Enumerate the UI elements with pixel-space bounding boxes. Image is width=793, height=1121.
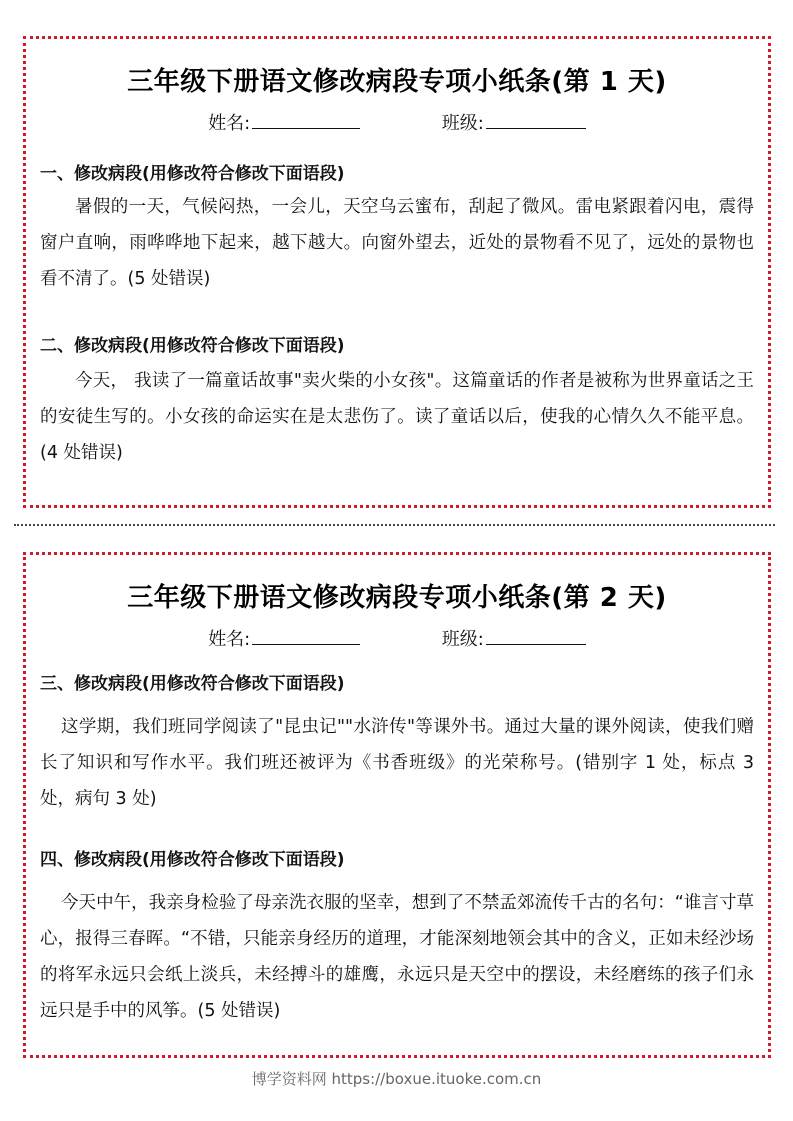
- class-label: 班级:: [441, 629, 484, 650]
- name-field: [208, 625, 360, 651]
- card-title: 三年级下册语文修改病段专项小纸条(第 1 天): [127, 67, 667, 97]
- section-paragraph: 暑假的一天，气候闷热，一会儿，天空乌云蜜布，刮起了微风。雷电紧跟着闪电，震得窗户直响，雨哗哗地下起来，越下越大。向窗外望去，近处的景物看不见了，远处的景物也看不清了。(5 处错误): [40, 197, 754, 289]
- class-blank-line[interactable]: [486, 112, 586, 129]
- worksheet-card-day-1: [23, 36, 771, 508]
- class-label: 班级:: [441, 113, 484, 134]
- worksheet-card-day-2: [23, 552, 771, 1058]
- section-heading: 一、修改病段(用修改符合修改下面语段): [40, 164, 345, 184]
- footer-watermark: 博学资料网 https://boxue.ituoke.com.cn: [251, 1070, 542, 1088]
- section-paragraph: 这学期，我们班同学阅读了"昆虫记""水浒传"等课外书。通过大量的课外阅读，使我们赠长了知识和写作水平。我们班还被评为《书香班级》的光荣称号。(错别字 1 处，标点 3 处，病句 3 处): [40, 717, 754, 809]
- cut-line-divider: [14, 524, 775, 526]
- name-class-row: [26, 625, 768, 651]
- name-label: 姓名:: [208, 629, 251, 650]
- name-label: 姓名:: [208, 113, 251, 134]
- name-blank-line[interactable]: [252, 112, 360, 129]
- class-field: [442, 625, 586, 651]
- class-blank-line[interactable]: [486, 628, 586, 645]
- section-heading: 二、修改病段(用修改符合修改下面语段): [40, 336, 345, 356]
- name-class-row: [26, 109, 768, 135]
- name-blank-line[interactable]: [252, 628, 360, 645]
- name-field: [208, 109, 360, 135]
- section-heading: 四、修改病段(用修改符合修改下面语段): [40, 850, 345, 870]
- section-heading: 三、修改病段(用修改符合修改下面语段): [40, 674, 345, 694]
- class-field: [442, 109, 586, 135]
- card-title: 三年级下册语文修改病段专项小纸条(第 2 天): [127, 583, 667, 613]
- section-paragraph: 今天中午，我亲身检验了母亲洗衣服的坚幸，想到了不禁孟郊流传千古的名句：“谁言寸草心，报得三春晖。“不错，只能亲身经历的道理，才能深刻地领会其中的含义，正如未经沙场的将军永远只会纸上淡兵，未经搏斗的雄鹰，永远只是天空中的摆设，未经磨练的孩子们永远只是手中的风筝。(5 处错误): [40, 893, 754, 1021]
- section-paragraph: 今天， 我读了一篇童话故事"卖火柴的小女孩"。这篇童话的作者是被称为世界童话之王的安徒生写的。小女孩的命运实在是太悲伤了。读了童话以后，使我的心情久久不能平息。(4 处错误): [40, 371, 754, 463]
